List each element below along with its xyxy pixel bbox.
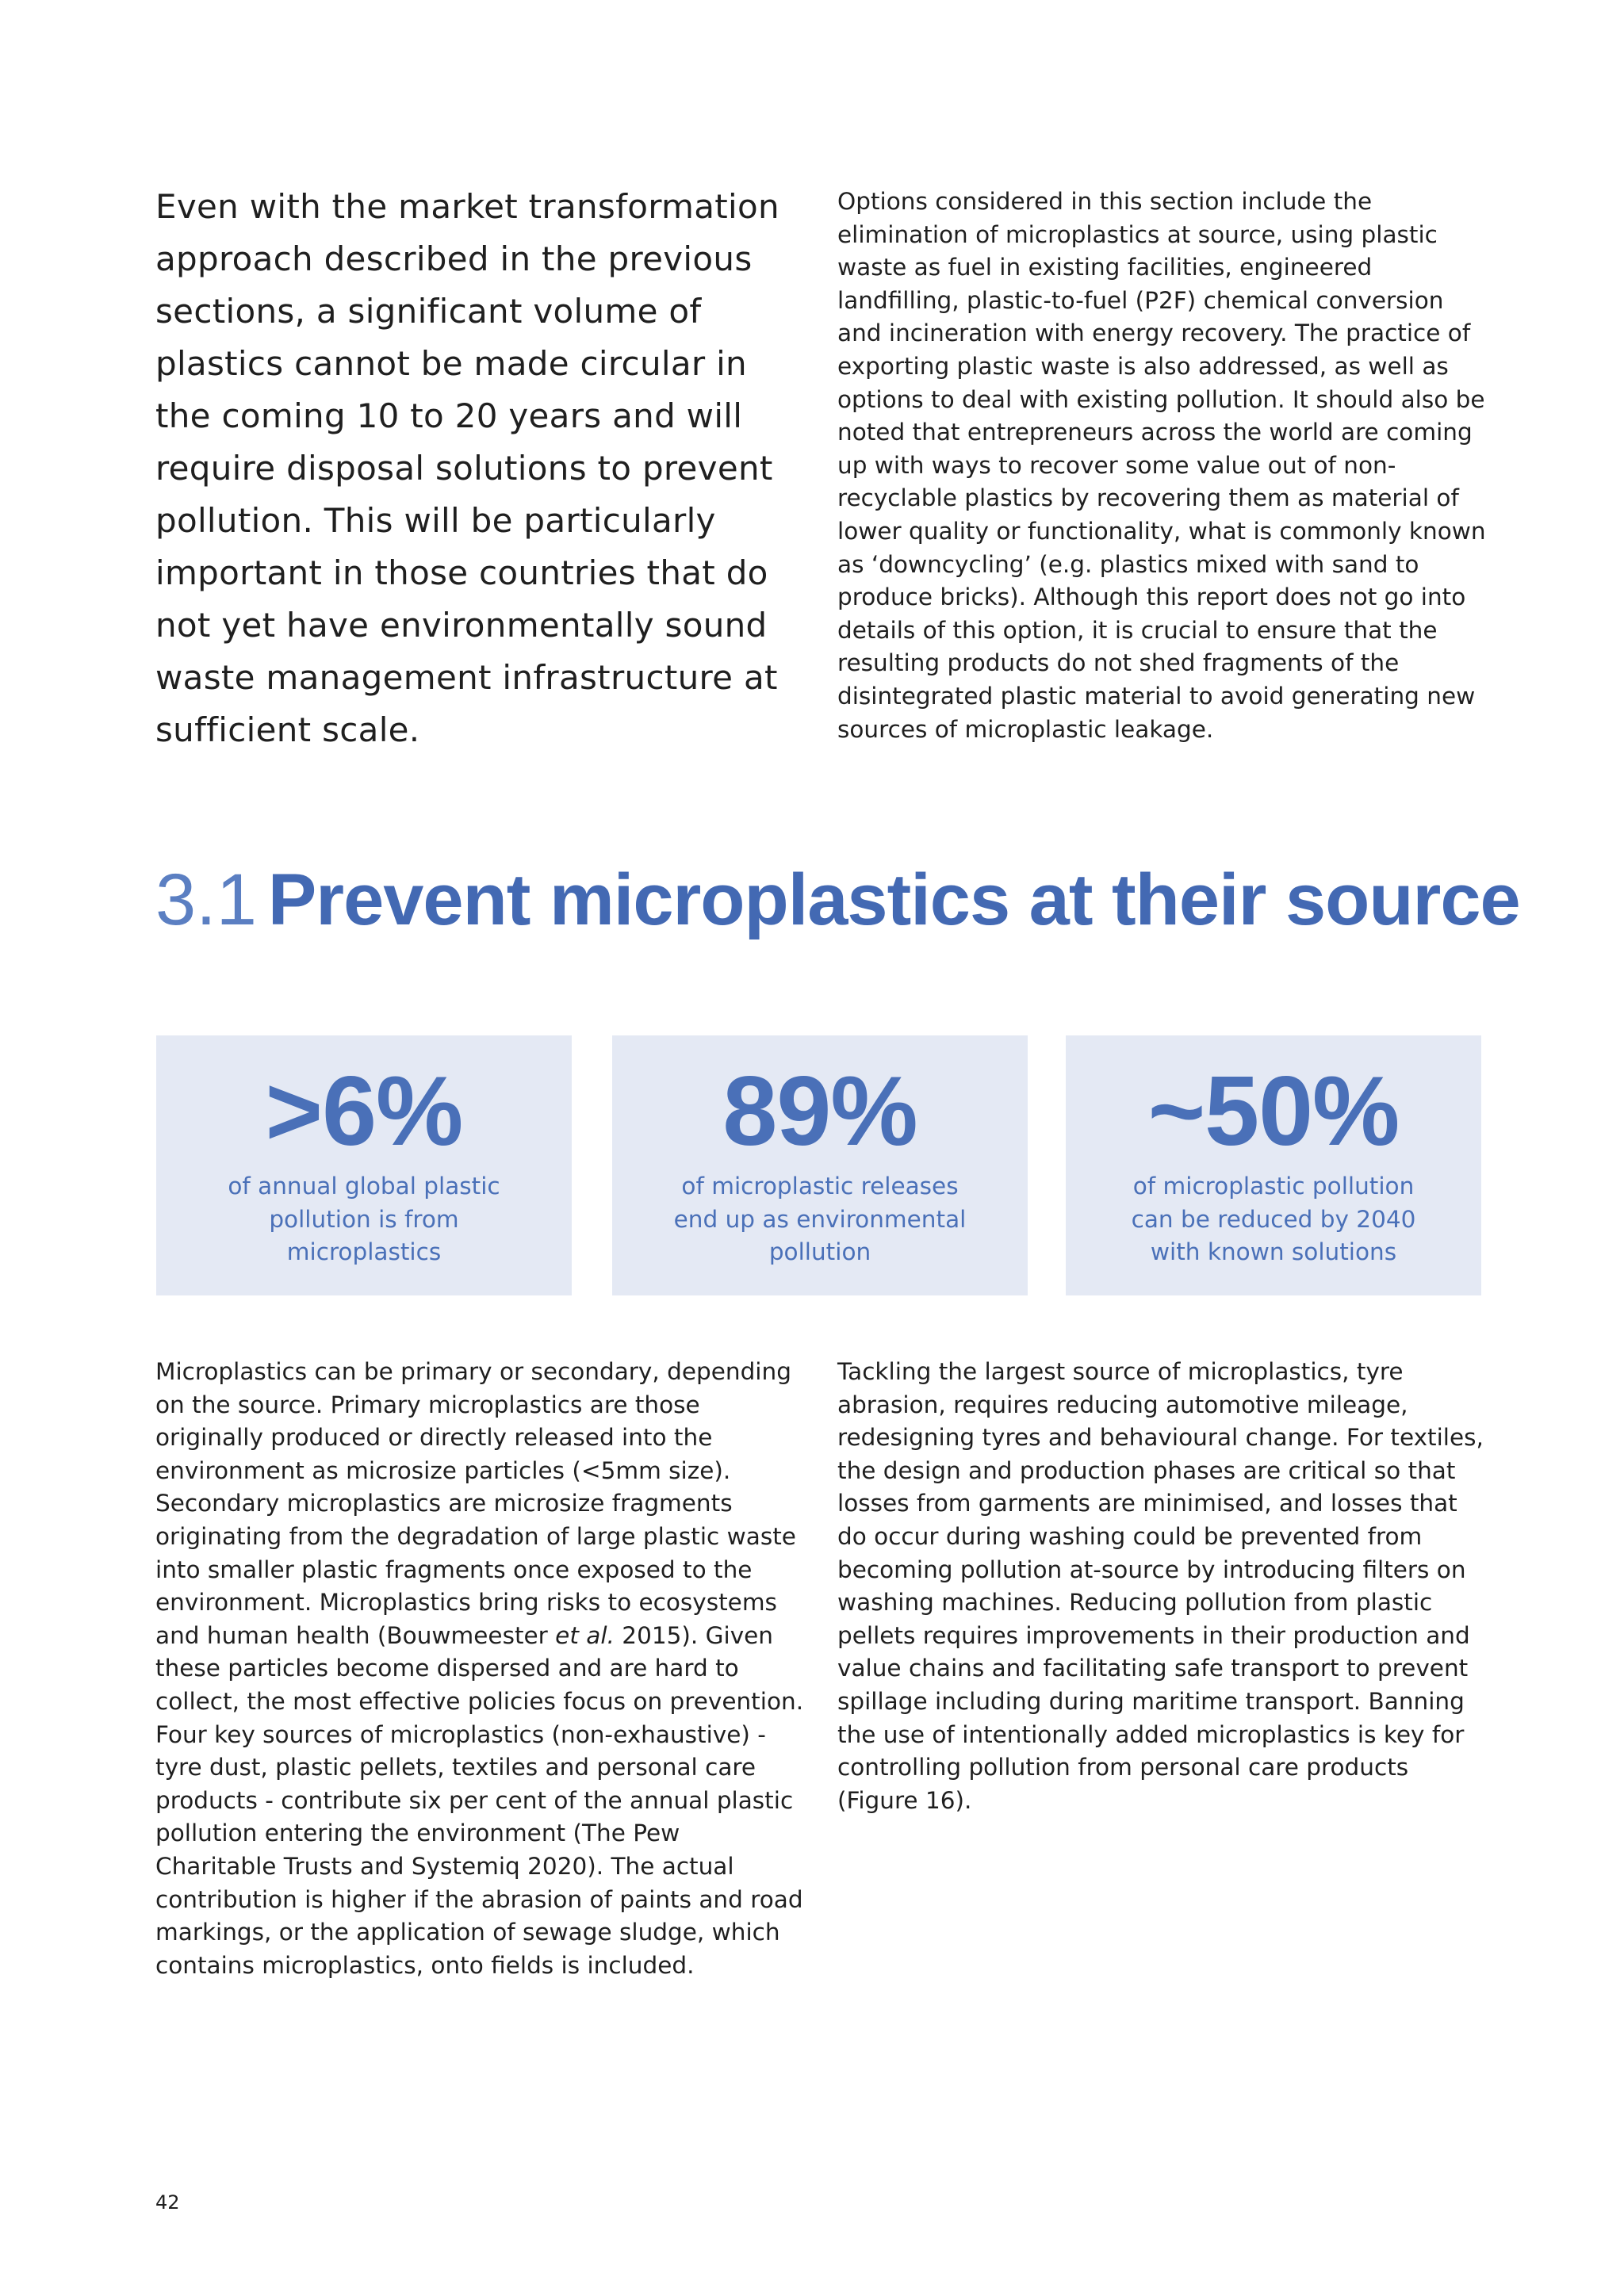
body-left-paragraph xyxy=(155,1356,806,1982)
stat-card-releases-pollution xyxy=(612,1035,1028,1295)
stat-value: 89% xyxy=(722,1057,917,1166)
stat-value: >6% xyxy=(265,1057,463,1166)
stat-value: ~50% xyxy=(1147,1057,1400,1166)
stats-row xyxy=(156,1035,1482,1295)
stat-caption: of microplastic pollution can be reduced by 2040 with known solutions xyxy=(1131,1173,1416,1266)
stat-caption: of microplastic releases end up as environmental pollution xyxy=(673,1173,967,1266)
section-heading xyxy=(155,856,1520,943)
intro-side-paragraph: Options considered in this section include the elimination of microplastics at source, using plastic waste as fuel in existing facilities, engineered landfilling, plastic-to-fuel (P2F) chemical conversion and incineration with energy recovery. The practice of exporting plastic waste is also addressed, as well as options to deal with existing pollution. It should also be noted that entrepreneurs across the world are coming up with ways to recover some value out of non-recyclable plastics by recovering them as material of lower quality or functionality, what is commonly known as ‘downcycling’ (e.g. plastics mixed with sand to produce bricks). Although this report does not go into details of this option, it is crucial to ensure that the resulting products do not shed fragments of the disintegrated plastic material to avoid generating new sources of microplastic leakage. xyxy=(837,188,1486,743)
stat-card-microplastic-share xyxy=(156,1035,572,1295)
stat-caption: of annual global plastic pollution is from microplastics xyxy=(228,1173,500,1266)
body-right-paragraph: Tackling the largest source of microplastics, tyre abrasion, requires reducing automotive mileage, redesigning tyres and behavioural change. For textiles, the design and production phases are critical so that losses from garments are minimised, and losses that do occur during washing could be prevented from becoming pollution at-source by introducing filters on washing machines. Reducing pollution from plastic pellets requires improvements in their production and value chains and facilitating safe transport to prevent spillage including during maritime transport. Banning the use of intentionally added microplastics is key for controlling pollution from personal care products (Figure 16). xyxy=(837,1358,1484,1814)
section-title: Prevent microplastics at their source xyxy=(267,859,1520,940)
intro-lead-paragraph: Even with the market transformation approach described in the previous sections, a significant volume of plastics cannot be made circular in the coming 10 to 20 years and will require disposal solutions to prevent pollution. This will be particularly important in those countries that do not yet have environmentally sound waste management infrastructure at sufficient scale. xyxy=(155,187,779,749)
body-left-citation-italic: et al. xyxy=(555,1621,615,1649)
section-number: 3.1 xyxy=(155,859,257,940)
page-number: 42 xyxy=(155,2191,180,2214)
body-left-text-part2: 2015). Given these particles become dispersed and are hard to collect, the most effective policies focus on prevention. Four key sources of microplastics (non-exhaustive) - tyre dust, plastic pellets, textiles and personal care products - contribute six per cent of the annual plastic pollution entering the environment (The Pew Charitable Trusts and Systemiq 2020). The actual contribution is higher if the abrasion of paints and road markings, or the application of sewage sludge, which contains microplastics, onto fields is included. xyxy=(155,1621,804,1979)
stat-card-reduction-potential xyxy=(1066,1035,1481,1295)
body-left-text-part1: Microplastics can be primary or secondary, depending on the source. Primary microplastics are those originally produced or directly released into the environment as microsize particles (<5mm size). Secondary microplastics are microsize fragments originating from the degradation of large plastic waste into smaller plastic fragments once exposed to the environment. Microplastics bring risks to ecosystems and human health (Bouwmeester xyxy=(155,1358,796,1649)
